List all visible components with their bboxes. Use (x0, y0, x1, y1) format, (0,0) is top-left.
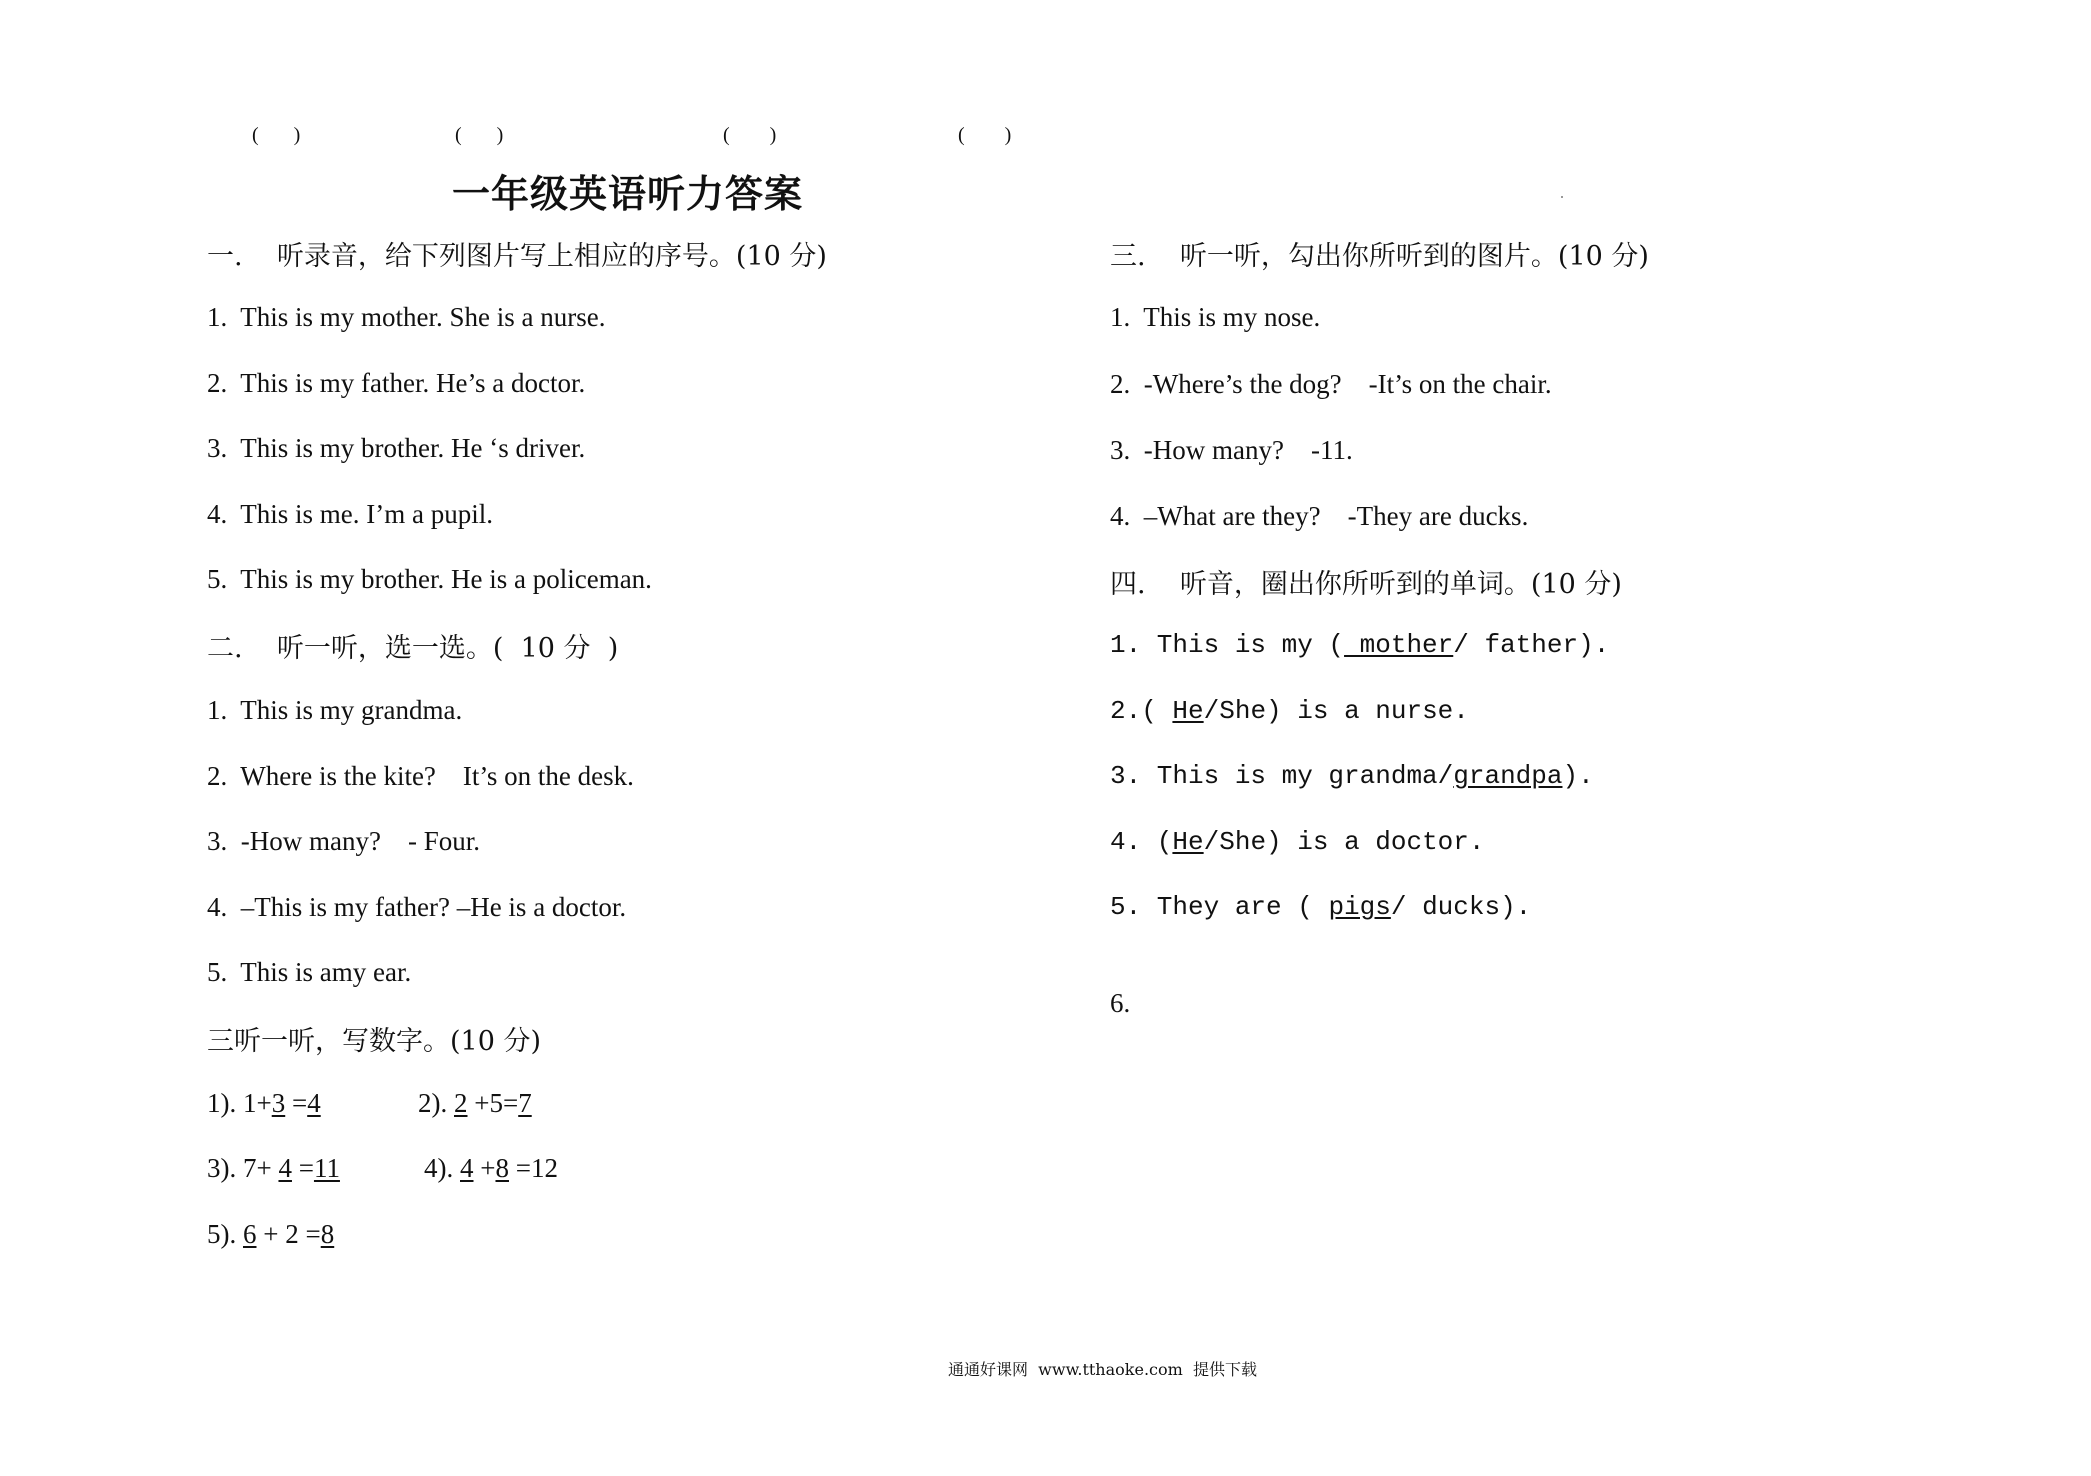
section-4-heading: 四. 听音，圈出你所听到的单词。(10 分) (1110, 569, 1622, 600)
s1-item-3: 3. This is my brother. He ‘s driver. (207, 433, 586, 463)
s1-item-5: 5. This is my brother. He is a policeman. (207, 564, 652, 594)
s4-item-5: 5. They are ( pigs/ ducks). (1110, 892, 1532, 922)
equation-1: 1). 1+3 =4 (207, 1088, 321, 1118)
s4-item-4: 4. (He/She) is a doctor. (1110, 827, 1485, 857)
s3-item-3: 3. -How many? -11. (1110, 435, 1353, 465)
equation-4: 4). 4 +8 =12 (424, 1153, 558, 1183)
scan-dot (1561, 196, 1563, 198)
footer-credit: 通通好课网 www.tthaoke.com 提供下载 (948, 1360, 1257, 1379)
equation-5: 5). 6 + 2 =8 (207, 1219, 335, 1249)
blank-paren-3: ( ) (723, 124, 777, 146)
s1-item-1: 1. This is my mother. She is a nurse. (207, 302, 606, 332)
s2-item-1: 1. This is my grandma. (207, 695, 463, 725)
blank-paren-2: ( ) (455, 124, 504, 146)
s4-item-3: 3. This is my grandma/grandpa). (1110, 761, 1594, 791)
s3-item-2: 2. -Where’s the dog? -It’s on the chair. (1110, 369, 1552, 399)
equation-2: 2). 2 +5=7 (418, 1088, 532, 1118)
s2-item-2: 2. Where is the kite? It’s on the desk. (207, 761, 634, 791)
blank-paren-4: ( ) (958, 124, 1012, 146)
s4-item-2: 2.( He/She) is a nurse. (1110, 696, 1469, 726)
s1-item-4: 4. This is me. I’m a pupil. (207, 499, 493, 529)
s4-item-6: 6. (1110, 988, 1131, 1018)
s2-item-3: 3. -How many? - Four. (207, 826, 480, 856)
equation-3: 3). 7+ 4 =11 (207, 1153, 340, 1183)
s2-item-5: 5. This is amy ear. (207, 957, 412, 987)
section-2-heading: 二. 听一听，选一选。( 10 分 ) (207, 633, 619, 664)
s3-item-1: 1. This is my nose. (1110, 302, 1321, 332)
section-3-left-heading: 三听一听，写数字。(10 分) (207, 1026, 542, 1057)
s3-item-4: 4. –What are they? -They are ducks. (1110, 501, 1529, 531)
page-title: 一年级英语听力答案 (452, 172, 804, 216)
s1-item-2: 2. This is my father. He’s a doctor. (207, 368, 586, 398)
blank-paren-1: ( ) (252, 124, 301, 146)
s4-item-1: 1. This is my ( mother/ father). (1110, 630, 1610, 660)
section-3-right-heading: 三. 听一听，勾出你所听到的图片。(10 分) (1110, 241, 1649, 272)
s2-item-4: 4. –This is my father? –He is a doctor. (207, 892, 627, 922)
section-1-heading: 一. 听录音，给下列图片写上相应的序号。(10 分) (207, 241, 827, 272)
